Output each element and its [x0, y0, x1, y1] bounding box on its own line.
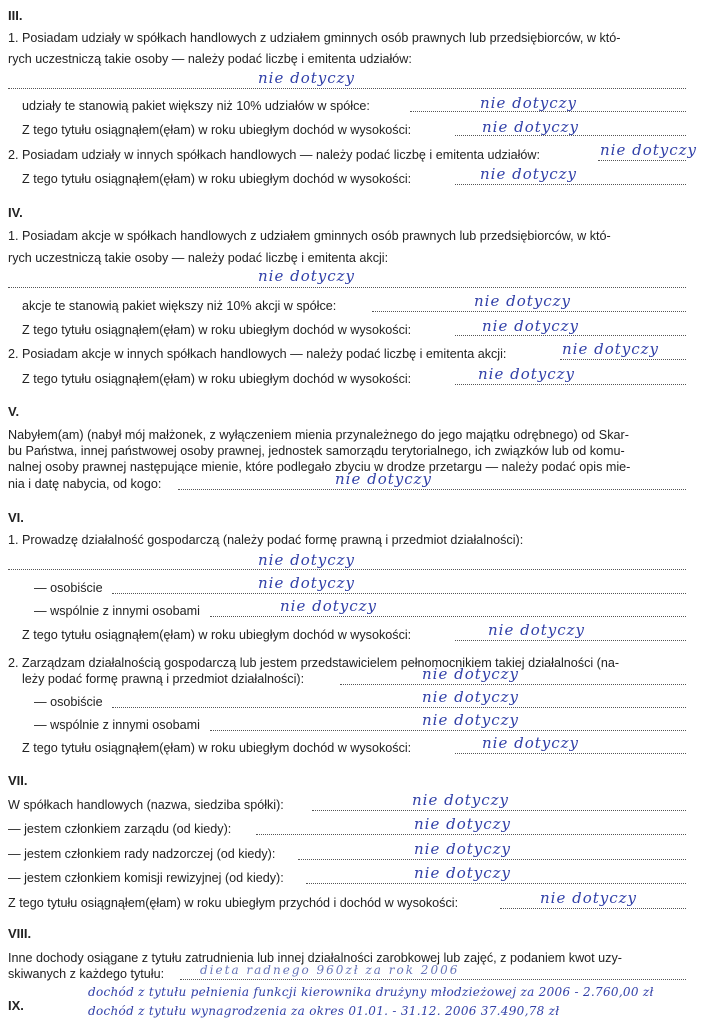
s3-q1-answer: nie dotyczy — [258, 69, 356, 87]
s6-income1-dotted-line — [455, 640, 686, 641]
s3-income2-label: Z tego tytułu osiągnąłem(ęłam) w roku ubiegłym dochód w wysokości: — [22, 172, 412, 186]
s4-income1-dotted-line — [455, 335, 686, 336]
s7-supervisory-dotted-line — [298, 859, 686, 860]
s7-board-answer: nie dotyczy — [414, 815, 512, 833]
s7-income-dotted-line — [500, 908, 686, 909]
s6-q1-joint-answer: nie dotyczy — [280, 597, 378, 615]
s7-income-answer: nie dotyczy — [540, 889, 638, 907]
s8-answer-2: dochód z tytułu pełnienia funkcji kierownika drużyny młodzieżowej za 2006 - 2.760,00 zł — [88, 985, 654, 999]
s6-q2-personal-dotted-line — [112, 707, 686, 708]
s5-answer: nie dotyczy — [335, 470, 433, 488]
s6-q2-personal-answer: nie dotyczy — [422, 688, 520, 706]
s6-q1-personal-answer: nie dotyczy — [258, 574, 356, 592]
s6-income1-label: Z tego tytułu osiągnąłem(ęłam) w roku ubiegłym dochód w wysokości: — [22, 628, 412, 642]
s8-answer-1: dieta radnego 960zł za rok 2006 — [200, 963, 460, 977]
s6-income2-label: Z tego tytułu osiągnąłem(ęłam) w roku ubiegłym dochód w wysokości: — [22, 741, 412, 755]
s8-answer-3: dochód z tytułu wynagrodzenia za okres 01.01. - 31.12. 2006 37.490,78 zł — [88, 1004, 560, 1018]
section-ix-heading: IX. — [8, 998, 24, 1013]
section-iv-heading: IV. — [8, 205, 23, 220]
s6-income1-answer: nie dotyczy — [488, 621, 586, 639]
s4-income1-label: Z tego tytułu osiągnąłem(ęłam) w roku ubiegłym dochód w wysokości: — [22, 323, 412, 337]
s3-q2-answer: nie dotyczy — [600, 141, 698, 159]
s6-q1-personal-label: — osobiście — [34, 581, 103, 595]
s3-q2-dotted-line — [598, 160, 686, 161]
s4-income2-dotted-line — [455, 384, 686, 385]
s5-line3: nalnej osoby prawnej następujące mienie, które podlegało zbyciu w drodze przetargu — należy podać opis mie- — [8, 460, 631, 474]
section-v-heading: V. — [8, 404, 20, 419]
s6-q2-joint-answer: nie dotyczy — [422, 711, 520, 729]
s3-income1-label: Z tego tytułu osiągnąłem(ęłam) w roku ubiegłym dochód w wysokości: — [22, 123, 412, 137]
s4-q1-line2: rych uczestniczą takie osoby — należy podać liczbę i emitenta akcji: — [8, 251, 389, 265]
s7-companies-label: W spółkach handlowych (nazwa, siedziba spółki): — [8, 798, 284, 812]
s6-q2-joint-label: — wspólnie z innymi osobami — [34, 718, 200, 732]
s6-q2-dotted-line — [340, 684, 686, 685]
s7-supervisory-label: — jestem członkiem rady nadzorczej (od kiedy): — [8, 847, 276, 861]
s6-q1-answer: nie dotyczy — [258, 551, 356, 569]
s8-dotted-line — [180, 979, 686, 980]
s6-q2-answer: nie dotyczy — [422, 665, 520, 683]
s3-pakiet-label: udziały te stanowią pakiet większy niż 10% udziałów w spółce: — [22, 99, 370, 113]
s4-q1-line1: 1. Posiadam akcje w spółkach handlowych z udziałem gminnych osób prawnych lub przedsiębiorców, w któ- — [8, 229, 611, 243]
section-iii-heading: III. — [8, 8, 23, 23]
s6-q1-dotted-line — [8, 569, 686, 570]
s3-q1-line1: 1. Posiadam udziały w spółkach handlowych z udziałem gminnych osób prawnych lub przedsiębiorców, w któ- — [8, 31, 621, 45]
s7-audit-answer: nie dotyczy — [414, 864, 512, 882]
section-vi-heading: VI. — [8, 510, 24, 525]
s6-q2-line2: leży podać formę prawną i przedmiot działalności): — [22, 672, 305, 686]
s6-q2-personal-label: — osobiście — [34, 695, 103, 709]
s6-q1-joint-dotted-line — [210, 616, 686, 617]
s6-q1-joint-label: — wspólnie z innymi osobami — [34, 604, 200, 618]
s7-audit-label: — jestem członkiem komisji rewizyjnej (od kiedy): — [8, 871, 284, 885]
s4-q2-label: 2. Posiadam akcje w innych spółkach handlowych — należy podać liczbę i emitenta akcji: — [8, 347, 507, 361]
s8-line2: skiwanych z każdego tytułu: — [8, 967, 165, 981]
s5-line2: bu Państwa, innej państwowej osoby prawnej, jednostek samorządu terytorialnego, ich związków lub od komu- — [8, 444, 625, 458]
s5-line4: nia i datę nabycia, od kogo: — [8, 477, 162, 491]
s7-board-dotted-line — [256, 834, 686, 835]
s8-line1: Inne dochody osiągane z tytułu zatrudnienia lub innej działalności zarobkowej lub zajęć, z podaniem kwot uzy- — [8, 951, 622, 965]
s6-income2-answer: nie dotyczy — [482, 734, 580, 752]
s3-income2-dotted-line — [455, 184, 686, 185]
s4-pakiet-label: akcje te stanowią pakiet większy niż 10% akcji w spółce: — [22, 299, 337, 313]
s4-income2-answer: nie dotyczy — [478, 365, 576, 383]
s4-q2-dotted-line — [560, 359, 686, 360]
s7-audit-dotted-line — [306, 883, 686, 884]
s3-income2-answer: nie dotyczy — [480, 165, 578, 183]
s3-q2-label: 2. Posiadam udziały w innych spółkach handlowych — należy podać liczbę i emitenta udziałów: — [8, 148, 541, 162]
section-viii-heading: VIII. — [8, 926, 32, 941]
s4-pakiet-dotted-line — [372, 311, 686, 312]
s5-line1: Nabyłem(am) (nabył mój małżonek, z wyłączeniem mienia przynależnego do jego majątku odrębnego) od Skar- — [8, 428, 629, 442]
s4-q1-dotted-line — [8, 287, 686, 288]
s4-q2-answer: nie dotyczy — [562, 340, 660, 358]
s4-q1-answer: nie dotyczy — [258, 267, 356, 285]
s4-income2-label: Z tego tytułu osiągnąłem(ęłam) w roku ubiegłym dochód w wysokości: — [22, 372, 412, 386]
s7-board-label: — jestem członkiem zarządu (od kiedy): — [8, 822, 232, 836]
s3-income1-answer: nie dotyczy — [482, 118, 580, 136]
s6-q2-joint-dotted-line — [210, 730, 686, 731]
s7-companies-answer: nie dotyczy — [412, 791, 510, 809]
s3-q1-line2: rych uczestniczą takie osoby — należy podać liczbę i emitenta udziałów: — [8, 52, 412, 66]
s7-companies-dotted-line — [312, 810, 686, 811]
s3-q1-dotted-line — [8, 88, 686, 89]
s4-income1-answer: nie dotyczy — [482, 317, 580, 335]
s7-supervisory-answer: nie dotyczy — [414, 840, 512, 858]
s5-dotted-line — [178, 489, 686, 490]
section-vii-heading: VII. — [8, 773, 28, 788]
s4-pakiet-answer: nie dotyczy — [474, 292, 572, 310]
s6-q1-personal-dotted-line — [112, 593, 686, 594]
s6-q2-line1: 2. Zarządzam działalnością gospodarczą lub jestem przedstawicielem pełnomocnikiem takiej działalności (na- — [8, 656, 620, 670]
s7-income-label: Z tego tytułu osiągnąłem(ęłam) w roku ubiegłym przychód i dochód w wysokości: — [8, 896, 459, 910]
s6-q1-label: 1. Prowadzę działalność gospodarczą (należy podać formę prawną i przedmiot działalności): — [8, 533, 524, 547]
s3-pakiet-answer: nie dotyczy — [480, 94, 578, 112]
s6-income2-dotted-line — [455, 753, 686, 754]
